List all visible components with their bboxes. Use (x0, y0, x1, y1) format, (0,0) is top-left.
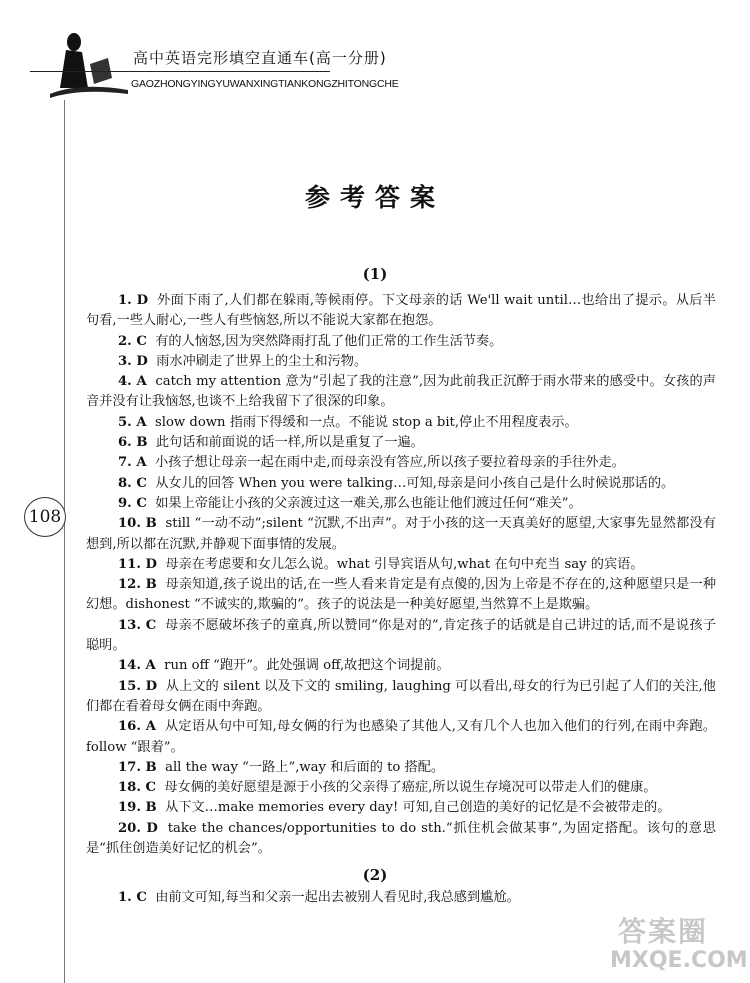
answer-explanation: 从上文的 silent 以及下文的 smiling, laughing 可以看出,母女的行为已引起了人们的关注,他们都在看着母女俩在雨中奔跑。 (86, 678, 716, 714)
watermark-cn: 答案圈 (618, 915, 709, 948)
margin-rule (64, 100, 65, 983)
answer-number: 3. D (118, 353, 148, 369)
answer-item (86, 717, 716, 758)
answer-item (86, 819, 716, 860)
answer-explanation: slow down 指雨下得缓和一点。不能说 stop a bit,停止不用程度表示。 (154, 414, 578, 430)
answer-number: 20. D (118, 820, 158, 836)
answer-number: 11. D (118, 556, 157, 572)
header-rule-left (30, 71, 105, 72)
answer-number: 9. C (118, 495, 147, 511)
section-heading: (1) (362, 265, 388, 283)
answer-list (86, 888, 716, 908)
answer-item (86, 575, 716, 616)
answer-item (86, 514, 716, 555)
watermark-en: MXQE.COM (610, 948, 748, 973)
answer-item (86, 758, 716, 778)
answer-item (86, 433, 716, 453)
header-rule (100, 71, 330, 72)
answer-explanation: take the chances/opportunities to do sth.“抓住机会做某事”,为固定搭配。该句的意思是“抓住创造美好记忆的机会”。 (86, 820, 716, 857)
answer-number: 13. C (118, 617, 157, 633)
answer-number: 15. D (118, 678, 158, 694)
answer-item (86, 798, 716, 818)
answer-number: 6. B (118, 435, 148, 451)
answer-number: 7. A (118, 455, 147, 471)
answer-explanation: 母亲在考虑要和女儿怎么说。what 引导宾语从句,what 在句中充当 say 的宾语。 (165, 556, 644, 572)
answer-explanation: 小孩子想让母亲一起在雨中走,而母亲没有答应,所以孩子要拉着母亲的手往外走。 (154, 455, 625, 471)
answer-number: 2. C (118, 333, 147, 349)
answer-item (86, 778, 716, 798)
answer-number: 18. C (118, 780, 157, 796)
answer-explanation: 从定语从句中可知,母女俩的行为也感染了其他人,又有几个人也加入他们的行列,在雨中奔跑。follow “跟着”。 (86, 719, 716, 755)
answer-explanation: 有的人恼怒,因为突然降雨打乱了他们正常的工作生活节奏。 (155, 333, 503, 349)
answer-number: 10. B (118, 516, 157, 532)
answer-explanation: 从女儿的回答 When you were talking…可知,母亲是问小孩自己是什么时候说那话的。 (155, 475, 675, 491)
book-title-pinyin: GAOZHONGYINGYUWANXINGTIANKONGZHITONGCHE (131, 78, 399, 90)
answer-explanation: 母亲不愿破坏孩子的童真,所以赞同“你是对的”,肯定孩子的话就是自己讲过的话,而不是说孩子聪明。 (86, 617, 716, 654)
answer-number: 17. B (118, 759, 157, 775)
page-title: 参考答案 (304, 183, 445, 212)
answer-item (86, 555, 716, 575)
answer-explanation: still “一动不动”;silent “沉默,不出声”。对于小孩的这一天真美好的愿望,大家事先显然都没有想到,所以都在沉默,并静观下面事情的发展。 (86, 516, 716, 552)
answer-item (86, 677, 716, 718)
answer-item (86, 332, 716, 352)
answer-number: 1. D (118, 293, 149, 308)
answer-explanation: 母女俩的美好愿望是源于小孩的父亲得了癌症,所以说生存境况可以带走人们的健康。 (164, 780, 657, 796)
answer-explanation: 外面下雨了,人们都在躲雨,等候雨停。下文母亲的话 We'll wait until…也给出了提示。从后半句看,一些人耐心,一些人有些恼怒,所以不能说大家都在抱怨。 (86, 293, 716, 329)
page-number: 108 (24, 497, 66, 537)
answer-explanation: catch my attention 意为“引起了我的注意”,因为此前我正沉醉于雨水带来的感受中。女孩的声音并没有让我恼怒,也谈不上给我留下了很深的印象。 (86, 374, 716, 410)
answer-number: 16. A (118, 719, 157, 735)
answer-explanation: 从下文…make memories every day! 可知,自己创造的美好的记忆是不会被带走的。 (165, 800, 671, 816)
answer-item (86, 616, 716, 657)
answer-item (86, 372, 716, 413)
answer-number: 8. C (118, 475, 147, 491)
answer-explanation: 雨水冲刷走了世界上的尘土和污物。 (156, 353, 368, 369)
answer-number: 1. C (118, 890, 147, 905)
answer-item (86, 656, 716, 676)
answer-item (86, 413, 716, 433)
answer-number: 5. A (118, 414, 147, 430)
section-heading: (2) (362, 866, 388, 884)
answer-number: 4. A (118, 374, 147, 390)
answer-item (86, 888, 716, 908)
answer-number: 14. A (118, 658, 156, 674)
answer-explanation: run off “跑开”。此处强调 off,故把这个词提前。 (164, 658, 450, 674)
page-header (0, 0, 750, 110)
answer-item (86, 474, 716, 494)
answer-number: 12. B (118, 577, 157, 593)
book-title: 高中英语完形填空直通车(高一分册) (133, 49, 387, 67)
reader-logo-icon (40, 30, 130, 100)
answer-item (86, 291, 716, 332)
answer-item (86, 352, 716, 372)
answer-item (86, 494, 716, 514)
answer-number: 19. B (118, 800, 157, 816)
answer-explanation: all the way “一路上”,way 和后面的 to 搭配。 (165, 759, 445, 775)
answer-list (86, 291, 716, 859)
answer-item (86, 453, 716, 473)
answer-explanation: 母亲知道,孩子说出的话,在一些人看来肯定是有点傻的,因为上帝是不存在的,这种愿望只是一种幻想。dishonest “不诚实的,欺骗的”。孩子的说法是一种美好愿望,当然算不上是欺骗。 (86, 577, 717, 613)
answer-explanation: 此句话和前面说的话一样,所以是重复了一遍。 (155, 435, 424, 451)
answer-explanation: 由前文可知,每当和父亲一起出去被别人看见时,我总感到尴尬。 (155, 890, 520, 905)
answer-explanation: 如果上帝能让小孩的父亲渡过这一难关,那么也能让他们渡过任何“难关”。 (155, 495, 582, 511)
site-watermark (610, 910, 748, 980)
